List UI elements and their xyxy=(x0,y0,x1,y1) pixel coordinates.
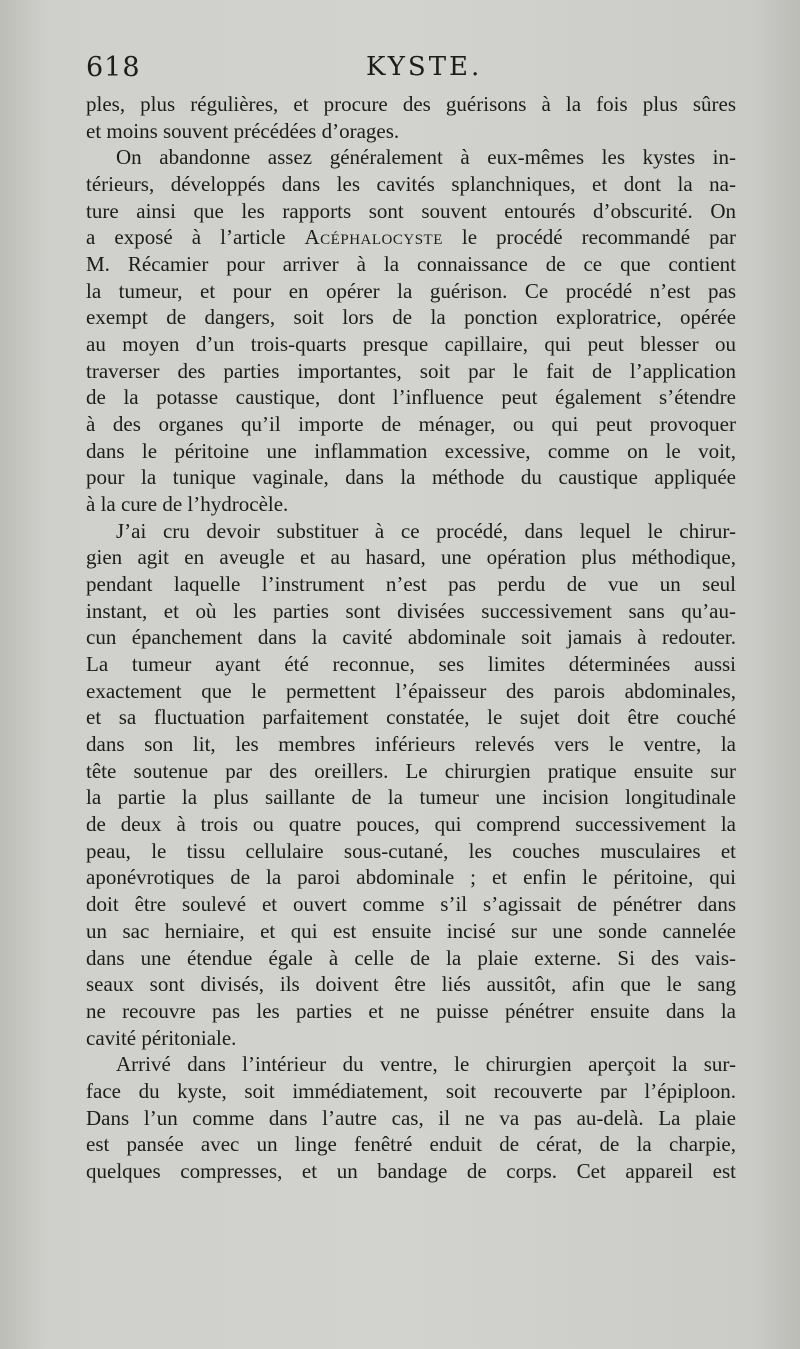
text-line: cavité péritoniale. xyxy=(86,1025,237,1050)
text-line: quelques compresses, et un bandage de corps. Cet appareil est xyxy=(86,1158,736,1183)
running-title: KYSTE. xyxy=(366,52,483,82)
text-line: ples, plus régulières, et procure des guérisons à la fois plus sûres xyxy=(86,92,736,116)
text-line: à la cure de l’hydrocèle. xyxy=(86,492,289,517)
text-line: exempt de dangers, soit lors de la ponction exploratrice, opérée xyxy=(86,305,736,330)
page-number: 618 xyxy=(86,52,141,83)
text-line: dans le péritoine une inflammation excessive, comme on le voit, xyxy=(86,438,736,463)
text-line: J’ai cru devoir substituer à ce procédé, dans lequel le chirur- xyxy=(116,518,736,543)
article-reference: Acéphalocyste xyxy=(304,225,443,250)
text-line: doit être soulevé et ouvert comme s’il s’agissait de pénétrer dans xyxy=(86,892,736,917)
text-line: la partie la plus saillante de la tumeur une incision longitudinale xyxy=(86,785,736,810)
text-line: et sa fluctuation parfaitement constatée, le sujet doit être couché xyxy=(86,705,736,730)
text-line: face du kyste, soit immédiatement, soit recouverte par l’épiploon. xyxy=(86,1078,736,1103)
text-line: Dans l’un comme dans l’autre cas, il ne va pas au-delà. La plaie xyxy=(86,1105,736,1130)
text-line: ture ainsi que les rapports sont souvent entourés d’obscurité. On xyxy=(86,198,736,223)
text-line: On abandonne assez généralement à eux-mêmes les kystes in- xyxy=(116,145,736,170)
text-line: traverser des parties importantes, soit par le fait de l’application xyxy=(86,358,736,383)
text-line: cun épanchement dans la cavité abdominale soit jamais à redouter. xyxy=(86,625,736,650)
text-line: pour la tunique vaginale, dans la méthode du caustique appliquée xyxy=(86,465,736,490)
text-line: exactement que le permettent l’épaisseur des parois abdominales, xyxy=(86,678,736,703)
text-line: ne recouvre pas les parties et ne puisse pénétrer ensuite dans la xyxy=(86,998,736,1023)
text-line: à des organes qu’il importe de ménager, ou qui peut provoquer xyxy=(86,412,736,437)
text-line: est pansée avec un linge fenêtré enduit de cérat, de la charpie, xyxy=(86,1132,736,1157)
text-line: tête soutenue par des oreillers. Le chirurgien pratique ensuite sur xyxy=(86,758,736,783)
text-line: la tumeur, et pour en opérer la guérison. Ce procédé n’est pas xyxy=(86,278,736,303)
text-line: Arrivé dans l’intérieur du ventre, le chirurgien aperçoit la sur- xyxy=(116,1052,736,1077)
text-line: et moins souvent précédées d’orages. xyxy=(86,118,400,143)
text-line: dans son lit, les membres inférieurs relevés vers le ventre, la xyxy=(86,732,736,757)
text-line: térieurs, développés dans les cavités splanchniques, et dont la na- xyxy=(86,172,736,197)
text-line: aponévrotiques de la paroi abdominale ; et enfin le péritoine, qui xyxy=(86,865,736,890)
text-line: pendant laquelle l’instrument n’est pas perdu de vue un seul xyxy=(86,572,736,597)
text-line: dans une étendue égale à celle de la plaie externe. Si des vais- xyxy=(86,945,736,970)
body-text xyxy=(86,91,736,1185)
text-line: de la potasse caustique, dont l’influence peut également s’étendre xyxy=(86,385,736,410)
text-line: au moyen d’un trois-quarts presque capillaire, qui peut blesser ou xyxy=(86,332,736,357)
text-line: peau, le tissu cellulaire sous-cutané, les couches musculaires et xyxy=(86,838,736,863)
text-line: M. Récamier pour arriver à la connaissance de ce que contient xyxy=(86,252,736,277)
text-line: seaux sont divisés, ils doivent être liés aussitôt, afin que le sang xyxy=(86,972,736,997)
running-head xyxy=(86,52,736,88)
text-line: instant, et où les parties sont divisées successivement sans qu’au- xyxy=(86,598,736,623)
text-line: gien agit en aveugle et au hasard, une opération plus méthodique, xyxy=(86,545,736,570)
text-line: a exposé à l’article Acéphalocyste le procédé recommandé par xyxy=(86,225,736,250)
text-line: La tumeur ayant été reconnue, ses limites déterminées aussi xyxy=(86,652,736,677)
text-line: un sac herniaire, et qui est ensuite incisé sur une sonde cannelée xyxy=(86,918,736,943)
text-line: de deux à trois ou quatre pouces, qui comprend successivement la xyxy=(86,812,736,837)
